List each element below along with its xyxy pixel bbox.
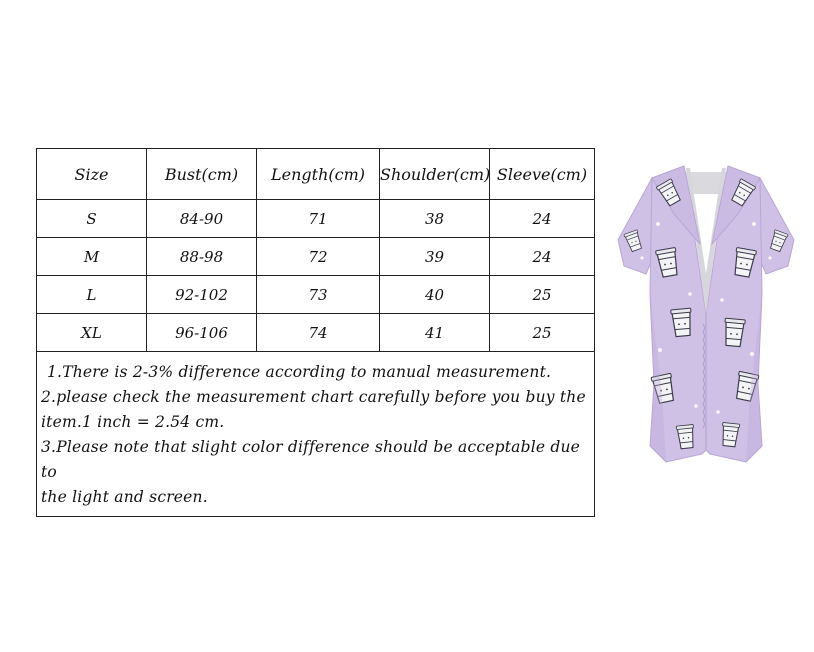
column-header-bust: Bust(cm): [147, 149, 257, 200]
column-header-shoulder: Shoulder(cm): [380, 149, 490, 200]
table-row: [37, 314, 595, 352]
shoulder-cell: 39: [380, 238, 490, 276]
size-cell: M: [37, 238, 147, 276]
shoulder-cell: 41: [380, 314, 490, 352]
bust-cell: 84-90: [147, 200, 257, 238]
note-line: item.1 inch = 2.54 cm.: [41, 413, 225, 431]
note-line: 2.please check the measurement chart carefully before you buy the: [41, 388, 586, 406]
column-header-size: Size: [37, 149, 147, 200]
bust-cell: 96-106: [147, 314, 257, 352]
length-cell: 74: [257, 314, 380, 352]
notes-row: [37, 352, 595, 517]
length-cell: 72: [257, 238, 380, 276]
table-row: [37, 200, 595, 238]
column-header-sleeve: Sleeve(cm): [490, 149, 595, 200]
length-cell: 73: [257, 276, 380, 314]
bust-cell: 92-102: [147, 276, 257, 314]
size-cell: S: [37, 200, 147, 238]
note-line: 1.There is 2-3% difference according to manual measurement.: [47, 363, 552, 381]
size-cell: XL: [37, 314, 147, 352]
romper-photo: [612, 154, 800, 476]
column-header-length: Length(cm): [257, 149, 380, 200]
bust-cell: 88-98: [147, 238, 257, 276]
table-row: [37, 238, 595, 276]
notes-cell: [37, 352, 595, 517]
note-line: 3.Please note that slight color difference should be acceptable due to: [41, 438, 581, 481]
size-cell: L: [37, 276, 147, 314]
length-cell: 71: [257, 200, 380, 238]
sleeve-cell: 24: [490, 200, 595, 238]
sleeve-cell: 25: [490, 314, 595, 352]
table-row: [37, 276, 595, 314]
table-header-row: [37, 149, 595, 200]
shoulder-cell: 40: [380, 276, 490, 314]
note-line: the light and screen.: [41, 488, 208, 506]
sleeve-cell: 24: [490, 238, 595, 276]
size-chart-table: [36, 148, 595, 517]
shoulder-cell: 38: [380, 200, 490, 238]
sleeve-cell: 25: [490, 276, 595, 314]
